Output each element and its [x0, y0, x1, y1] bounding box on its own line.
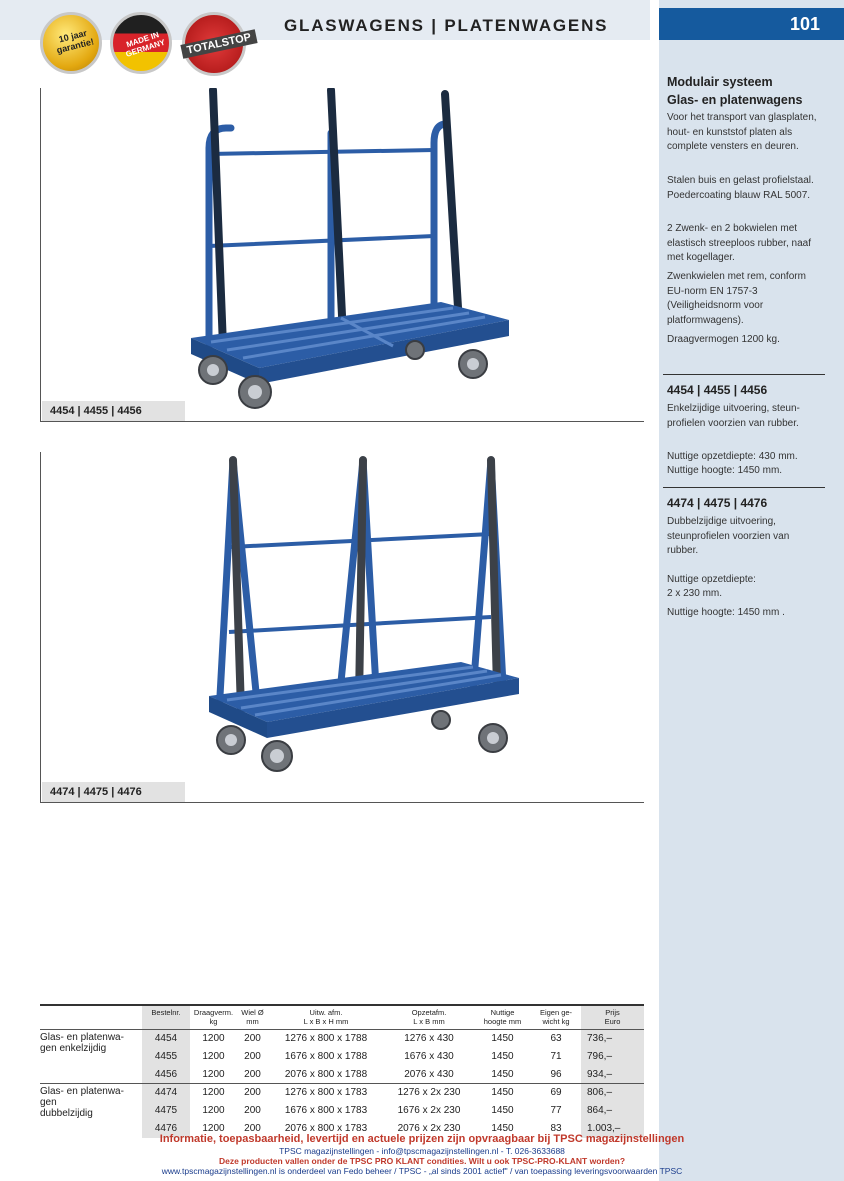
section1-codes: 4454 | 4455 | 4456: [667, 383, 768, 397]
sidebar-intro: Voor het transport van glasplaten, hout- en kunststof platen als complete vensters en deuren.: [667, 112, 817, 152]
page-number-box: [659, 8, 844, 40]
footer-website[interactable]: www.tpscmagazijnstellingen.nl is onderdeel van Fedo beheer / TPSC - „al sinds 2001 actief" / van toepassing leveringsvoorwaarden TPSC: [161, 1166, 683, 1176]
table-row: 4475 1200 200 1676 x 800 x 1783 1676 x 2x 230 1450 77 864,–: [40, 1102, 644, 1120]
image-label: 4454 | 4455 | 4456: [42, 401, 185, 421]
table-row: 4456 1200 200 2076 x 800 x 1788 2076 x 430 1450 96 934,–: [40, 1066, 644, 1084]
section2-codes: 4474 | 4475 | 4476: [667, 496, 768, 510]
page-number: 101: [789, 14, 820, 34]
col-header-hoogte: Nuttige hoogte mm: [483, 1008, 522, 1026]
sidebar-brake: Zwenkwielen met rem, conform EU-norm EN 1757-3 (Veiligheidsnorm voor platformwagens).: [667, 271, 806, 326]
sidebar-divider: [663, 374, 825, 375]
section2-height: Nuttige hoogte: 1450 mm .: [667, 607, 785, 618]
warranty-badge-icon: 10 jaar garantie!: [40, 12, 102, 74]
col-header-gewicht: Eigen ge- wicht kg: [539, 1008, 573, 1026]
page-title: GLASWAGENS | PLATENWAGENS: [284, 16, 609, 35]
footer-contact[interactable]: TPSC magazijnstellingen - info@tpscmagazijnstellingen.nl - T. 026-3633688: [279, 1146, 565, 1156]
totalstop-badge-icon: TOTALSTOP: [182, 12, 246, 76]
col-header-wiel: Wiel Ø mm: [241, 1008, 264, 1026]
col-header-draagverm: Draagverm. kg: [193, 1008, 234, 1026]
price-table: [40, 1004, 644, 1138]
table-row: 4455 1200 200 1676 x 800 x 1788 1676 x 430 1450 71 796,–: [40, 1048, 644, 1066]
col-header-bestelnr: Bestelnr.: [142, 1005, 190, 1030]
product-image-double: [40, 452, 644, 803]
col-header-prijs: Prijs Euro: [581, 1005, 644, 1030]
sidebar-divider: [663, 487, 825, 488]
image-label: 4474 | 4475 | 4476: [42, 782, 185, 802]
single-sided-cart-illustration: [41, 88, 645, 422]
group-desc: Glas- en platenwa- gen enkelzijdig: [40, 1032, 124, 1054]
table-row: 4476 1200 200 2076 x 800 x 1783 2076 x 2x 230 1450 83 1.003,–: [40, 1120, 644, 1138]
table-header-row: [40, 1005, 644, 1030]
footer-pro-klant: Deze producten vallen onder de TPSC PRO KLANT condities. Wilt u ook TPSC-PRO-KLANT worden?: [218, 1156, 626, 1166]
made-in-germany-badge-icon: MADE IN GERMANY: [110, 12, 172, 74]
col-header-opzet: Opzetafm. L x B mm: [411, 1008, 447, 1026]
section2-desc: Dubbelzijdige uitvoering, steunprofielen voorzien van rubber.: [667, 516, 790, 556]
product-image-single: [40, 88, 644, 422]
section1-desc: Enkelzijdige uitvoering, steun-profielen voorzien van rubber.: [667, 403, 800, 429]
sidebar-wheels: 2 Zwenk- en 2 bokwielen met elastisch streeploos rubber, naaf met kogellager.: [667, 223, 811, 263]
section1-depth: Nuttige opzetdiepte: 430 mm.: [667, 451, 798, 462]
footer-info: Informatie, toepasbaarheid, levertijd en actuele prijzen zijn opvraagbaar bij TPSC magazijnstellingen: [159, 1133, 685, 1145]
table-row: Glas- en platenwa- gen enkelzijdig 4454 1200 200 1276 x 800 x 1788 1276 x 430 1450 63 736,–: [40, 1030, 644, 1048]
double-sided-cart-illustration: [41, 452, 645, 803]
sidebar-capacity: Draagvermogen 1200 kg.: [667, 334, 780, 345]
col-header-uitw: Uitw. afm. L x B x H mm: [303, 1008, 349, 1026]
sidebar-title: Modulair systeem Glas- en platenwagens: [667, 75, 803, 107]
sidebar-material: Stalen buis en gelast profielstaal. Poedercoating blauw RAL 5007.: [667, 175, 814, 201]
section2-depth-value: 2 x 230 mm.: [667, 588, 723, 599]
section2-depth-label: Nuttige opzetdiepte:: [667, 574, 756, 585]
section1-height: Nuttige hoogte: 1450 mm.: [667, 465, 783, 476]
group-desc: Glas- en platenwa- gen dubbelzijdig: [40, 1086, 124, 1119]
table-row: Glas- en platenwa- gen dubbelzijdig 4474 1200 200 1276 x 800 x 1783 1276 x 2x 230 1450 69 806,–: [40, 1084, 644, 1102]
